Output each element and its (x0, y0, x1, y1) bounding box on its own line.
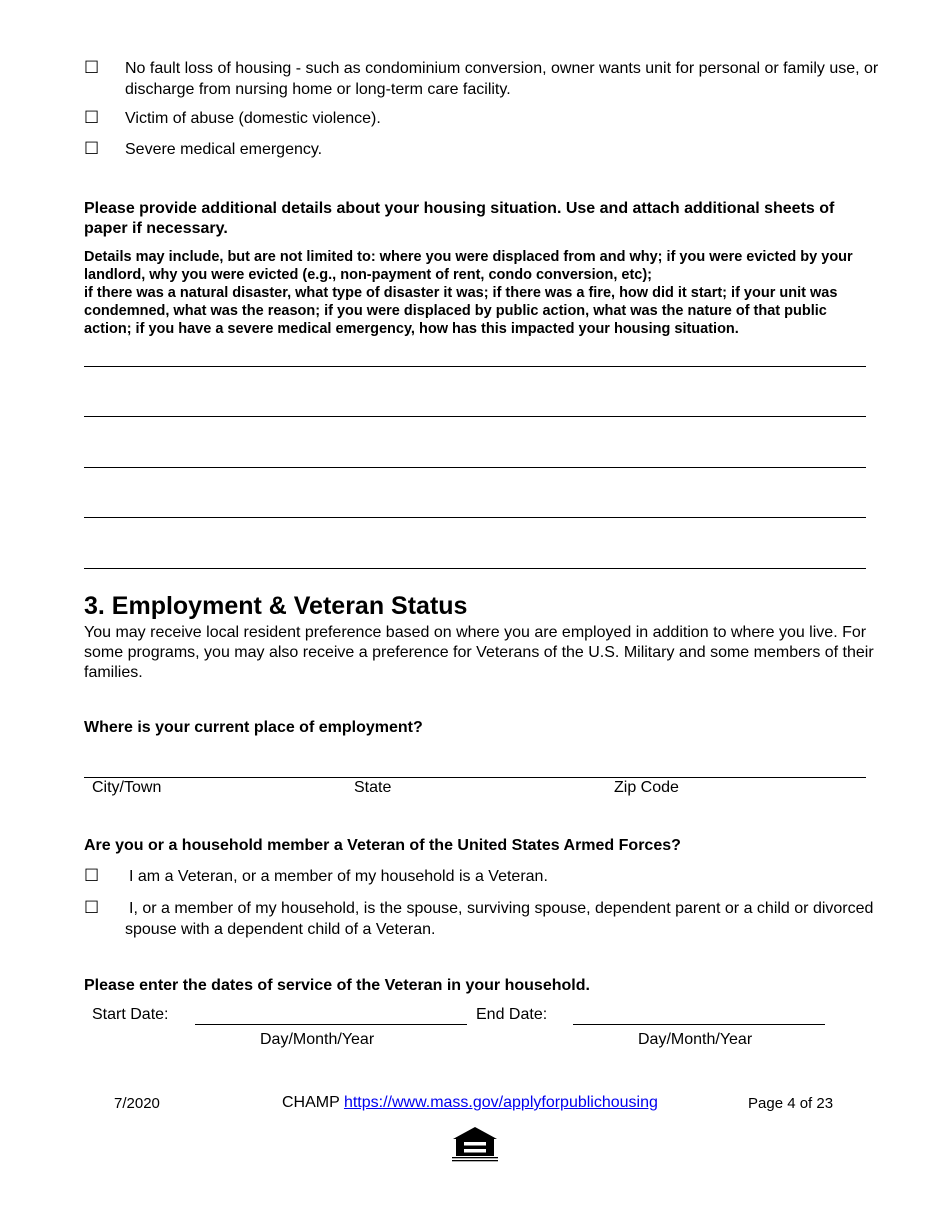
footer-date: 7/2020 (114, 1095, 160, 1112)
state-label: State (354, 779, 392, 796)
checkbox-veteran-family[interactable]: ☐ (84, 898, 100, 918)
details-instructions-2: if there was a natural disaster, what type of disaster it was; if there was a fire, how did it start; if your unit was condemned, what was the reason; if you were displaced by public action, what was the nature of that public action; if you have a severe medical emergency, how has this impacted your housing situation. (84, 285, 838, 337)
zip-label: Zip Code (614, 779, 679, 796)
checkbox-no-fault[interactable]: ☐ (84, 58, 100, 78)
start-date-field[interactable] (195, 1024, 467, 1025)
details-answer-line-5[interactable] (84, 568, 866, 569)
option-veteran-family-label: I, or a member of my household, is the spouse, surviving spouse, dependent parent or a child or divorced spouse with a dependent child of a Veteran. (125, 900, 874, 938)
start-date-hint: Day/Month/Year (260, 1031, 375, 1048)
section-3-title: 3. Employment & Veteran Status (84, 592, 468, 620)
option-no-fault-label: No fault loss of housing - such as condominium conversion, owner wants unit for personal or family use, or discharge from nursing home or long-term care facility. (125, 60, 879, 98)
checkbox-medical-emergency[interactable]: ☐ (84, 139, 100, 159)
end-date-label: End Date: (476, 1006, 548, 1023)
option-medical-emergency-label: Severe medical emergency. (125, 141, 323, 158)
end-date-hint: Day/Month/Year (638, 1031, 753, 1048)
veteran-question: Are you or a household member a Veteran of the United States Armed Forces? (84, 837, 681, 854)
equal-housing-icon (449, 1125, 501, 1165)
footer-page-number: Page 4 of 23 (748, 1095, 834, 1112)
details-heading: Please provide additional details about your housing situation. Use and attach additional sheets of paper if necessary. (84, 200, 835, 237)
checkbox-veteran[interactable]: ☐ (84, 866, 100, 886)
dates-heading: Please enter the dates of service of the Veteran in your household. (84, 977, 590, 994)
details-answer-line-4[interactable] (84, 517, 866, 518)
details-answer-line-3[interactable] (84, 467, 866, 468)
employment-address-line[interactable] (84, 777, 866, 778)
city-label: City/Town (92, 779, 162, 796)
details-answer-line-1[interactable] (84, 366, 866, 367)
section-3-intro: You may receive local resident preference based on where you are employed in addition to where you live. For some programs, you may also receive a preference for Veterans of the U.S. Military and some members of their families. (84, 624, 874, 681)
details-instructions-1: Details may include, but are not limited to: where you were displaced from and why; if you were evicted by your landlord, why you were evicted (e.g., non-payment of rent, condo conversion, etc); (84, 249, 853, 283)
footer-program-line (282, 1094, 658, 1112)
footer-url-link[interactable]: https://www.mass.gov/applyforpublichousing (343, 1094, 658, 1111)
employment-question: Where is your current place of employment? (84, 719, 423, 736)
details-answer-line-2[interactable] (84, 416, 866, 417)
option-veteran-label: I am a Veteran, or a member of my household is a Veteran. (129, 868, 548, 885)
option-victim-abuse-label: Victim of abuse (domestic violence). (125, 110, 381, 127)
end-date-field[interactable] (573, 1024, 825, 1025)
footer-program: CHAMP (282, 1094, 340, 1111)
start-date-label: Start Date: (92, 1006, 169, 1023)
checkbox-victim-abuse[interactable]: ☐ (84, 108, 100, 128)
